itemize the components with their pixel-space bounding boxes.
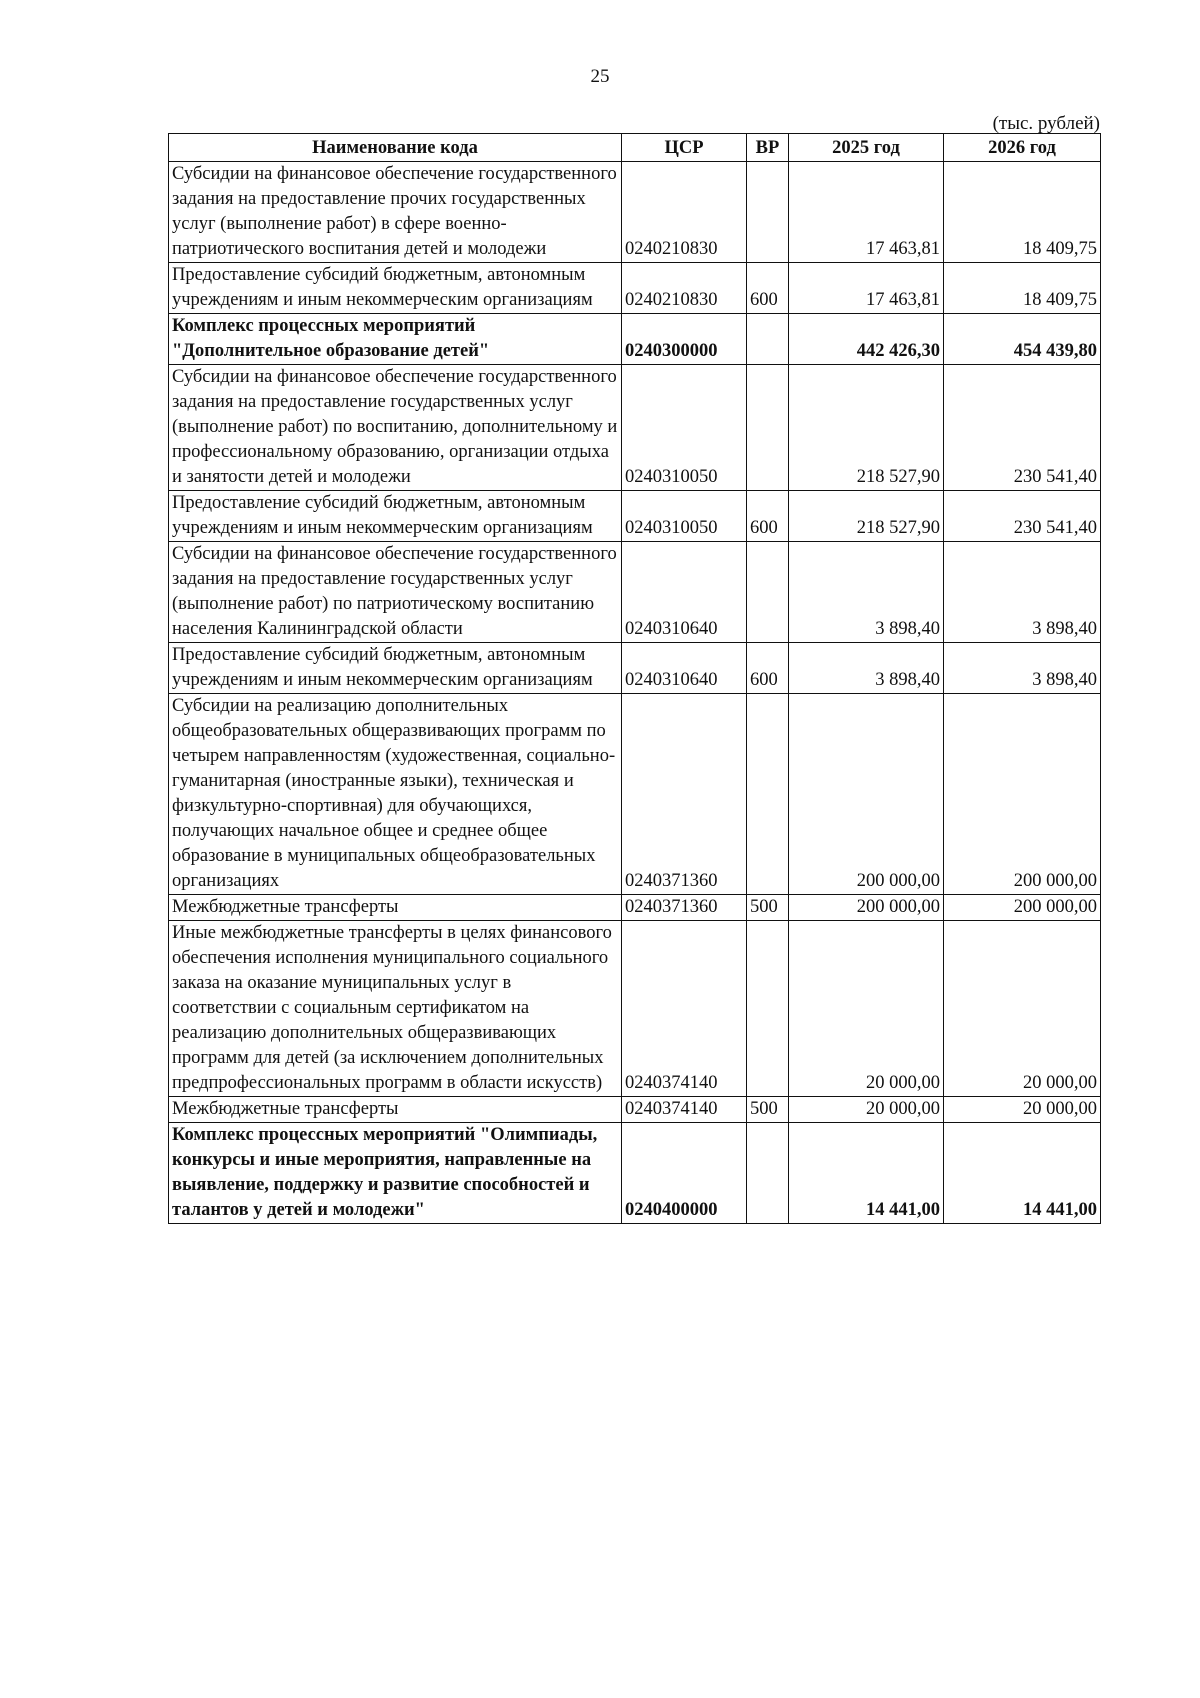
budget-table: [168, 133, 1101, 1224]
cell-name: Субсидии на реализацию дополнительных общеобразовательных общеразвивающих программ по четырем направленностям (художественная, социально-гуманитарная (иностранные языки), техническая и физкультурно-спортивная) для обучающихся, получающих начальное общее и среднее общее образование в муниципальных общеобразовательных организациях: [169, 694, 622, 895]
page-number: 25: [590, 66, 610, 87]
cell-2025: 20 000,00: [789, 1097, 944, 1123]
cell-2026: 3 898,40: [944, 542, 1101, 643]
cell-2026: 14 441,00: [944, 1123, 1101, 1224]
cell-csr: 0240310640: [622, 643, 747, 694]
table-row: [169, 1097, 1101, 1123]
cell-name: Межбюджетные трансферты: [169, 895, 622, 921]
cell-2025: 20 000,00: [789, 921, 944, 1097]
cell-2026: 18 409,75: [944, 263, 1101, 314]
cell-csr: 0240310640: [622, 542, 747, 643]
cell-vr: 600: [747, 263, 789, 314]
table-row: [169, 643, 1101, 694]
cell-2025: 218 527,90: [789, 365, 944, 491]
cell-name: Межбюджетные трансферты: [169, 1097, 622, 1123]
cell-vr: [747, 1123, 789, 1224]
cell-name: Комплекс процессных мероприятий "Олимпиады, конкурсы и иные мероприятия, направленные на выявление, поддержку и развитие способностей и талантов у детей и молодежи": [169, 1123, 622, 1224]
cell-vr: [747, 542, 789, 643]
cell-csr: 0240210830: [622, 162, 747, 263]
cell-2026: 200 000,00: [944, 895, 1101, 921]
cell-2026: 200 000,00: [944, 694, 1101, 895]
cell-vr: [747, 314, 789, 365]
cell-csr: 0240371360: [622, 694, 747, 895]
cell-2025: 442 426,30: [789, 314, 944, 365]
cell-name: Субсидии на финансовое обеспечение государственного задания на предоставление государственных услуг (выполнение работ) по воспитанию, дополнительному и профессиональному образованию, организации отдыха и занятости детей и молодежи: [169, 365, 622, 491]
cell-2025: 14 441,00: [789, 1123, 944, 1224]
cell-2025: 17 463,81: [789, 162, 944, 263]
cell-vr: 600: [747, 491, 789, 542]
table-row: [169, 314, 1101, 365]
header-vr: ВР: [747, 134, 789, 162]
cell-2025: 3 898,40: [789, 542, 944, 643]
table-row: [169, 921, 1101, 1097]
table-row: [169, 895, 1101, 921]
cell-csr: 0240310050: [622, 491, 747, 542]
cell-name: Субсидии на финансовое обеспечение государственного задания на предоставление прочих государственных услуг (выполнение работ) в сфере военно-патриотического воспитания детей и молодежи: [169, 162, 622, 263]
cell-2025: 17 463,81: [789, 263, 944, 314]
cell-csr: 0240300000: [622, 314, 747, 365]
cell-vr: 600: [747, 643, 789, 694]
cell-vr: 500: [747, 895, 789, 921]
cell-name: Предоставление субсидий бюджетным, автономным учреждениям и иным некоммерческим организациям: [169, 491, 622, 542]
cell-2026: 230 541,40: [944, 365, 1101, 491]
table-row: [169, 694, 1101, 895]
cell-2026: 20 000,00: [944, 1097, 1101, 1123]
cell-name: Комплекс процессных мероприятий "Дополнительное образование детей": [169, 314, 622, 365]
cell-name: Иные межбюджетные трансферты в целях финансового обеспечения исполнения муниципального социального заказа на оказание муниципальных услуг в соответствии с социальным сертификатом на реализацию дополнительных общеразвивающих программ для детей (за исключением дополнительных предпрофессиональных программ в области искусств): [169, 921, 622, 1097]
table-row: [169, 365, 1101, 491]
cell-2025: 3 898,40: [789, 643, 944, 694]
table-row: [169, 263, 1101, 314]
header-2026: 2026 год: [944, 134, 1101, 162]
cell-csr: 0240371360: [622, 895, 747, 921]
cell-csr: 0240310050: [622, 365, 747, 491]
cell-2026: 3 898,40: [944, 643, 1101, 694]
cell-csr: 0240374140: [622, 921, 747, 1097]
cell-vr: [747, 694, 789, 895]
cell-vr: [747, 162, 789, 263]
cell-2026: 230 541,40: [944, 491, 1101, 542]
table-header-row: [169, 134, 1101, 162]
header-csr: ЦСР: [622, 134, 747, 162]
cell-2026: 20 000,00: [944, 921, 1101, 1097]
cell-vr: 500: [747, 1097, 789, 1123]
cell-name: Предоставление субсидий бюджетным, автономным учреждениям и иным некоммерческим организациям: [169, 643, 622, 694]
cell-2025: 200 000,00: [789, 694, 944, 895]
table-row: [169, 542, 1101, 643]
cell-name: Субсидии на финансовое обеспечение государственного задания на предоставление государственных услуг (выполнение работ) по патриотическому воспитанию населения Калининградской области: [169, 542, 622, 643]
units-label: (тыс. рублей): [992, 113, 1100, 134]
cell-vr: [747, 921, 789, 1097]
header-2025: 2025 год: [789, 134, 944, 162]
cell-2026: 18 409,75: [944, 162, 1101, 263]
table-body: [169, 162, 1101, 1224]
cell-name: Предоставление субсидий бюджетным, автономным учреждениям и иным некоммерческим организациям: [169, 263, 622, 314]
cell-2025: 218 527,90: [789, 491, 944, 542]
cell-csr: 0240374140: [622, 1097, 747, 1123]
table-row: [169, 162, 1101, 263]
cell-csr: 0240210830: [622, 263, 747, 314]
header-name: Наименование кода: [169, 134, 622, 162]
cell-vr: [747, 365, 789, 491]
table-row: [169, 1123, 1101, 1224]
table-row: [169, 491, 1101, 542]
cell-csr: 0240400000: [622, 1123, 747, 1224]
cell-2025: 200 000,00: [789, 895, 944, 921]
cell-2026: 454 439,80: [944, 314, 1101, 365]
